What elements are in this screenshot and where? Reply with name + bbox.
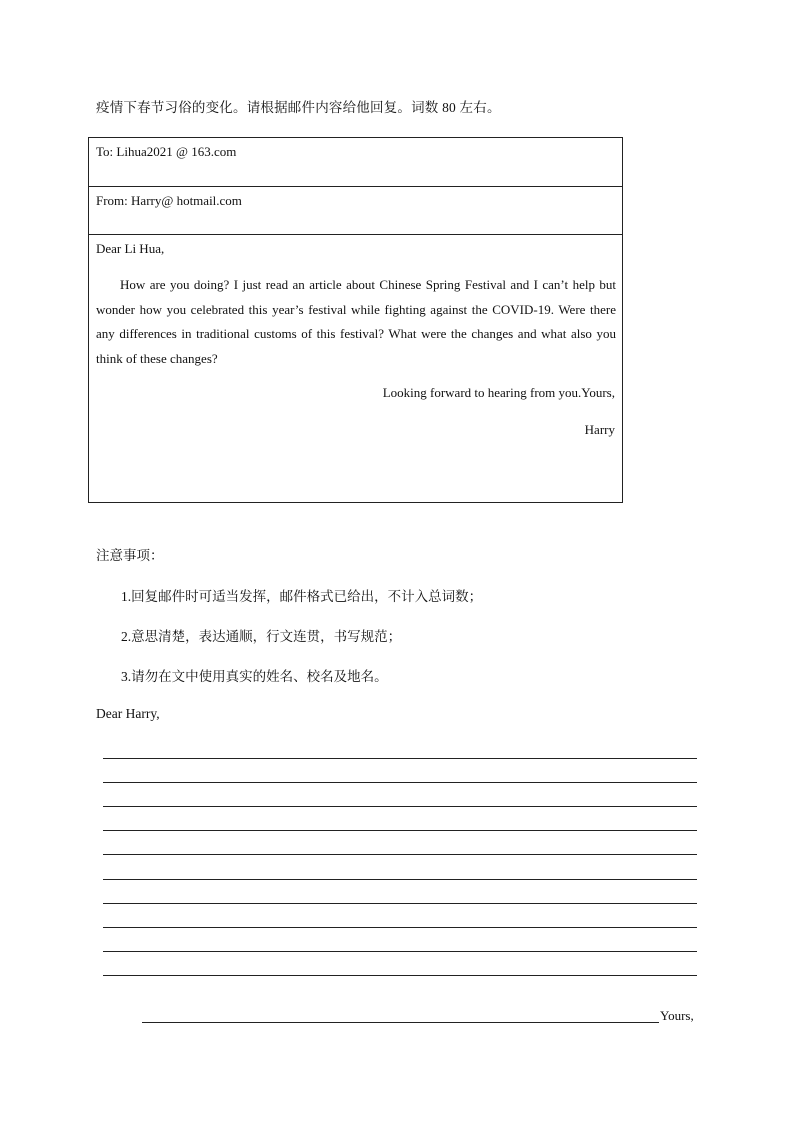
answer-line[interactable] bbox=[103, 854, 697, 855]
closing-line-wrap bbox=[142, 1008, 702, 1026]
notes-title: 注意事项： bbox=[96, 548, 164, 563]
email-signature: Harry bbox=[584, 422, 615, 437]
answer-line[interactable] bbox=[103, 951, 697, 952]
email-to: To: Lihua2021 @ 163.com bbox=[96, 144, 237, 159]
answer-line[interactable] bbox=[103, 975, 697, 976]
answer-line[interactable] bbox=[103, 879, 697, 880]
email-closing: Looking forward to hearing from you.Yours, bbox=[382, 385, 615, 400]
answer-line[interactable] bbox=[103, 830, 697, 831]
answer-line[interactable] bbox=[103, 758, 697, 759]
note-item: 1.回复邮件时可适当发挥，邮件格式已给出，不计入总词数； bbox=[121, 589, 483, 604]
prompt-intro: 疫情下春节习俗的变化。请根据邮件内容给他回复。词数 80 左右。 bbox=[96, 100, 501, 115]
answer-line[interactable] bbox=[103, 806, 697, 807]
note-item: 2.意思清楚，表达通顺，行文连贯，书写规范； bbox=[121, 629, 402, 644]
answer-line[interactable] bbox=[103, 927, 697, 928]
note-item: 3.请勿在文中使用真实的姓名、校名及地名。 bbox=[121, 669, 388, 684]
email-body: How are you doing? I just read an article about Chinese Spring Festival and I can’t help but wonder how you celebrated this year’s festival while fighting against the COVID-19. Were there any differences in traditional customs of this festival? What were the changes and what also you think of these changes? bbox=[96, 277, 616, 366]
answer-line[interactable] bbox=[103, 903, 697, 904]
reply-greeting: Dear Harry, bbox=[96, 706, 160, 721]
email-to-row bbox=[89, 138, 622, 187]
email-from: From: Harry@ hotmail.com bbox=[96, 193, 242, 208]
reply-closing: Yours, bbox=[660, 1008, 694, 1023]
answer-line[interactable] bbox=[142, 1022, 659, 1023]
answer-line[interactable] bbox=[103, 782, 697, 783]
email-greeting: Dear Li Hua, bbox=[96, 241, 165, 256]
email-from-row bbox=[89, 187, 622, 235]
email-box bbox=[88, 137, 623, 503]
email-body-area bbox=[89, 235, 622, 503]
